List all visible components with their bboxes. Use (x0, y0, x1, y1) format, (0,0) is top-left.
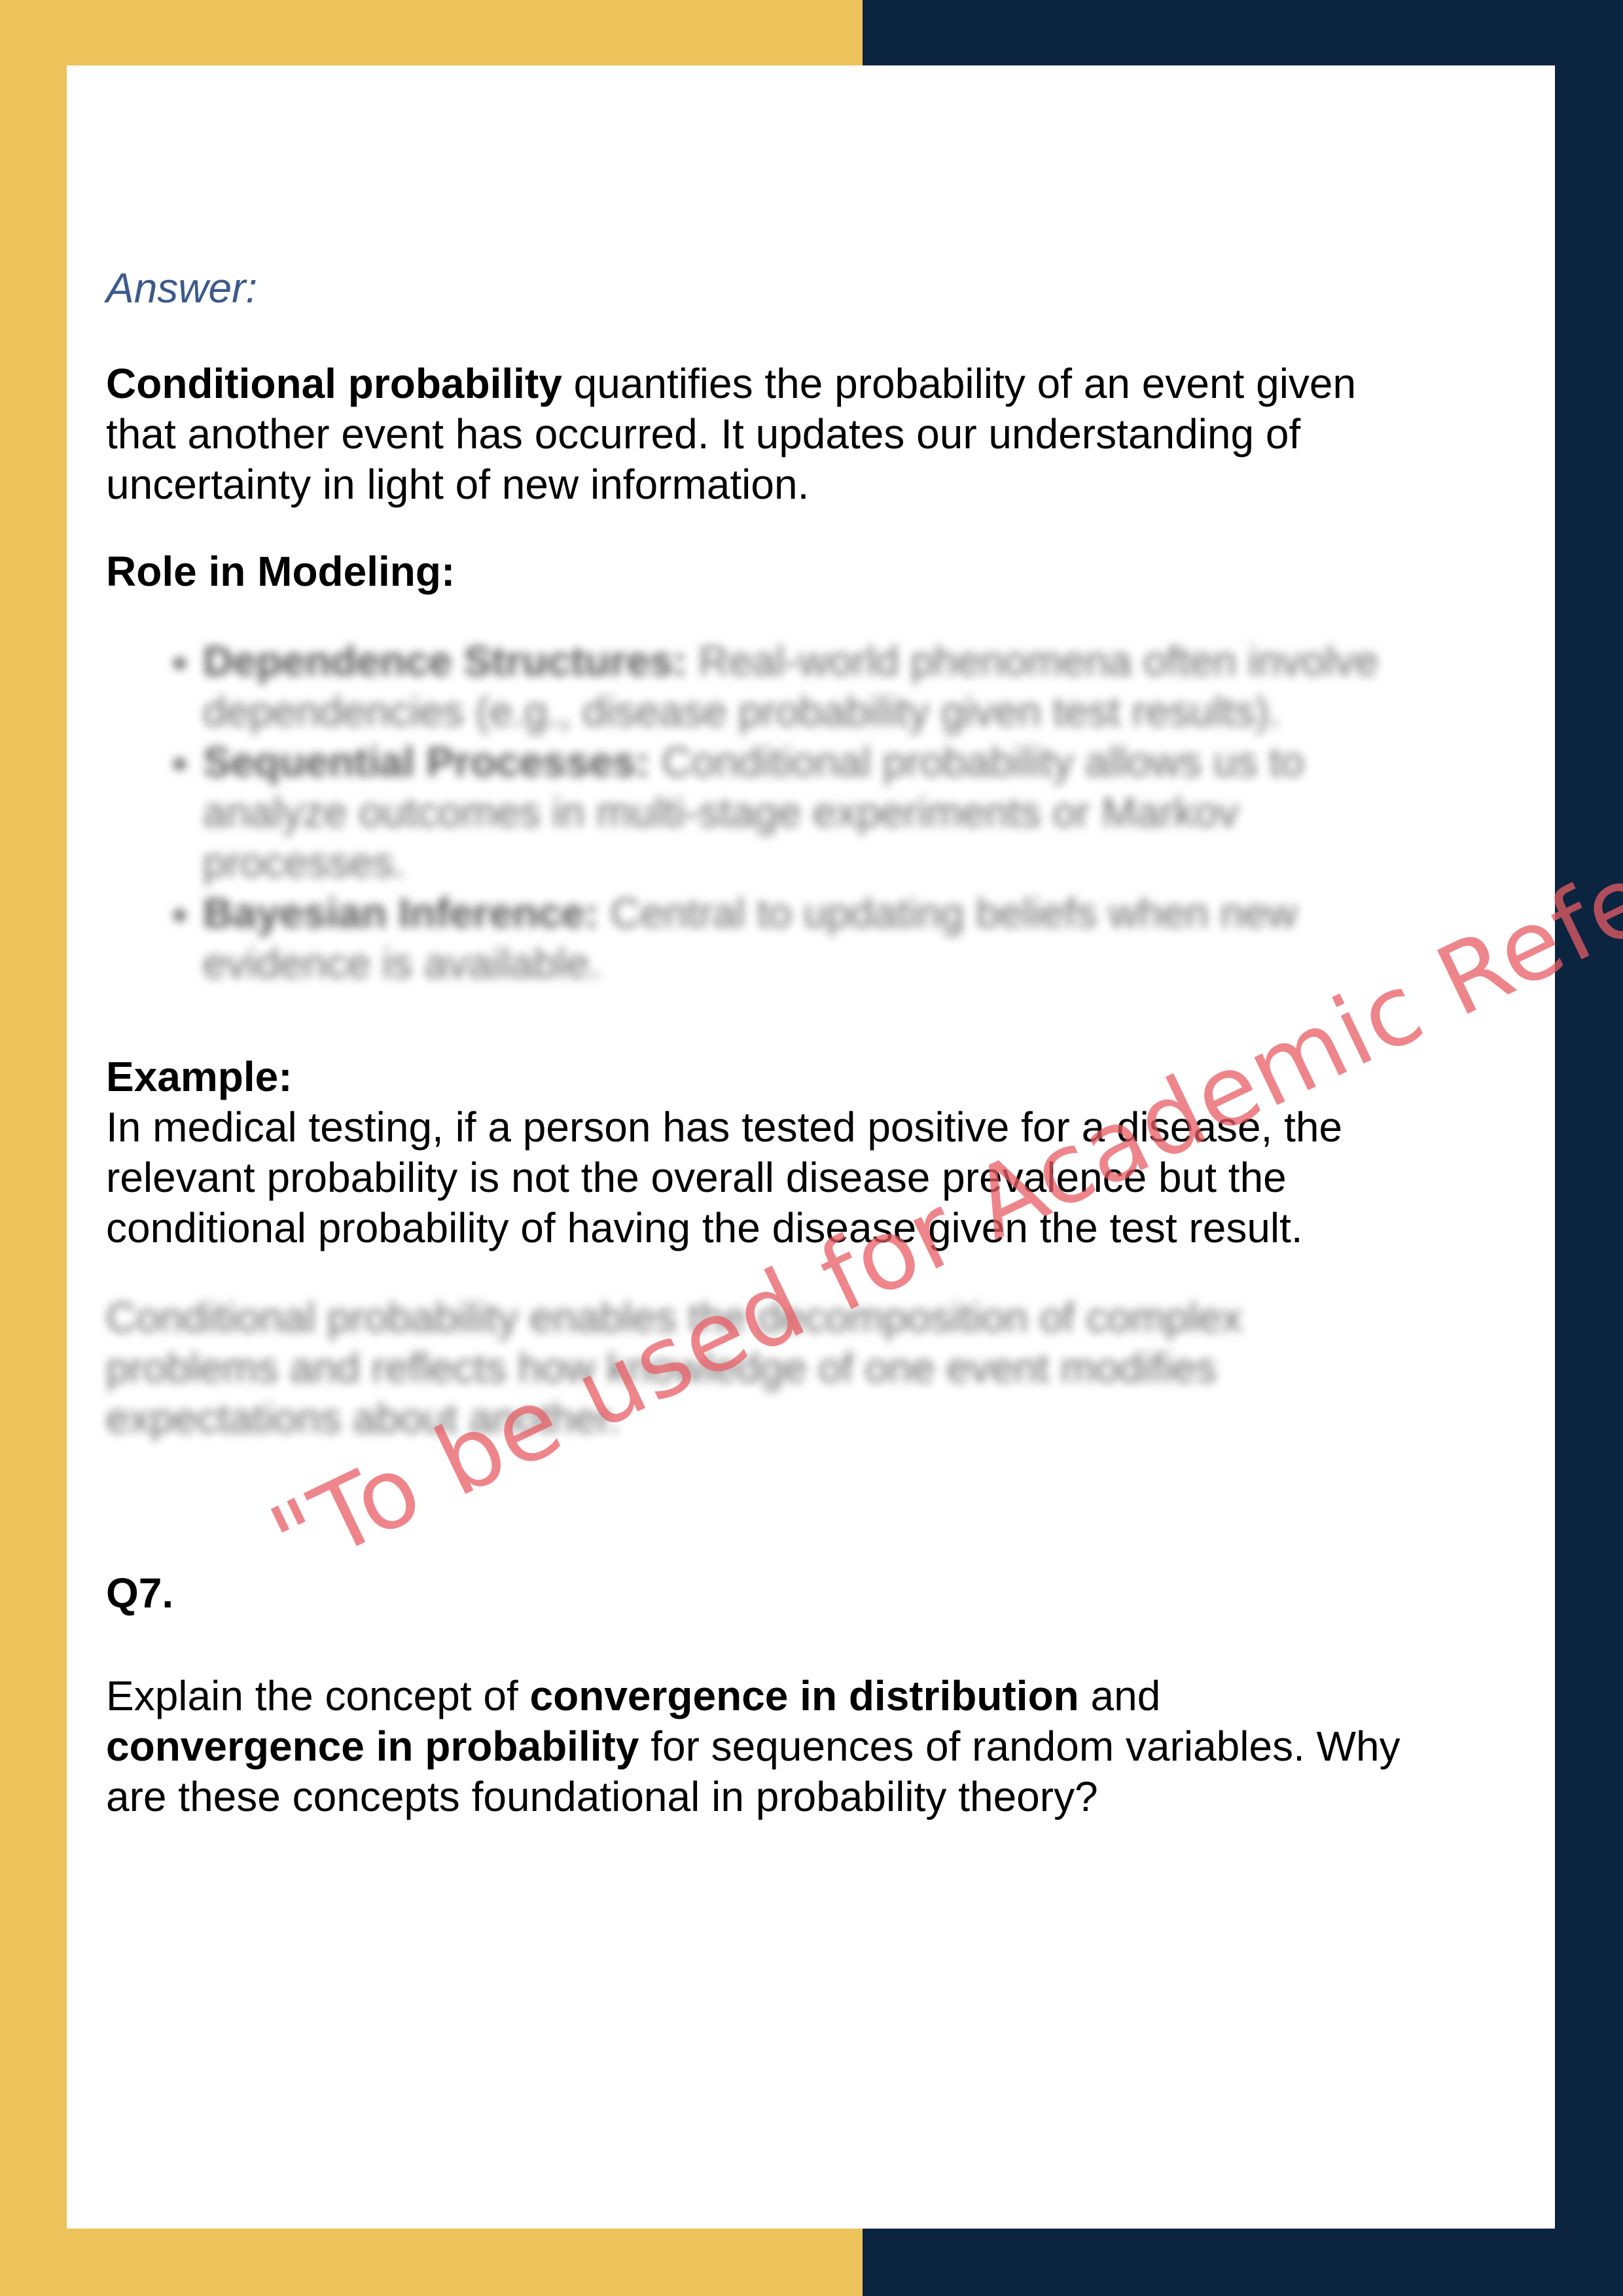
role-item-term: Dependence Structures: (203, 637, 687, 685)
question-text (106, 1671, 1408, 1822)
role-item-text: Real-world phenomena often involve dependencies (e.g., disease probability given test results). (203, 637, 1379, 735)
question-label: Q7. (106, 1570, 174, 1617)
question-term: convergence in probability (106, 1723, 639, 1770)
question-part: for sequences of random variables. Why are these concepts foundational in probability theory? (106, 1723, 1400, 1820)
role-item-term: Sequential Processes: (203, 738, 650, 785)
conclusion-paragraph: Conditional probability enables the decomposition of complex problems and reflects how knowledge of one event modifies expectations about another. (106, 1294, 1243, 1442)
role-list (106, 636, 1408, 989)
document-content (106, 196, 1408, 1822)
question-term: convergence in distribution (529, 1672, 1079, 1719)
question-part: and (1079, 1672, 1161, 1719)
role-item-text: Central to updating beliefs when new evidence is available. (203, 889, 1298, 987)
watermark-text: "To be used for Academic (254, 950, 1440, 1598)
intro-text: quantifies the probability of an event given that another event has occurred. It updates our understanding of uncertainty in light of new information. (106, 360, 1357, 508)
question-part: Explain the concept of (106, 1672, 530, 1719)
answer-label: Answer: (106, 264, 258, 312)
role-heading: Role in Modeling: (106, 548, 455, 595)
intro-term: Conditional probability (106, 360, 562, 407)
role-item-term: Bayesian Inference: (203, 889, 599, 937)
role-item-sequential (203, 737, 1408, 888)
intro-paragraph (106, 359, 1408, 510)
role-item-dependence (203, 636, 1408, 737)
role-item-bayesian (203, 888, 1408, 989)
role-item-text: Conditional probability allows us to analyze outcomes in multi-stage experiments or Markov processes. (203, 738, 1304, 886)
example-paragraph: In medical testing, if a person has tested positive for a disease, the relevant probability is not the overall disease prevalence but the conditional probability of having the disease given the test result. (106, 1103, 1343, 1251)
example-heading: Example: (106, 1053, 293, 1100)
